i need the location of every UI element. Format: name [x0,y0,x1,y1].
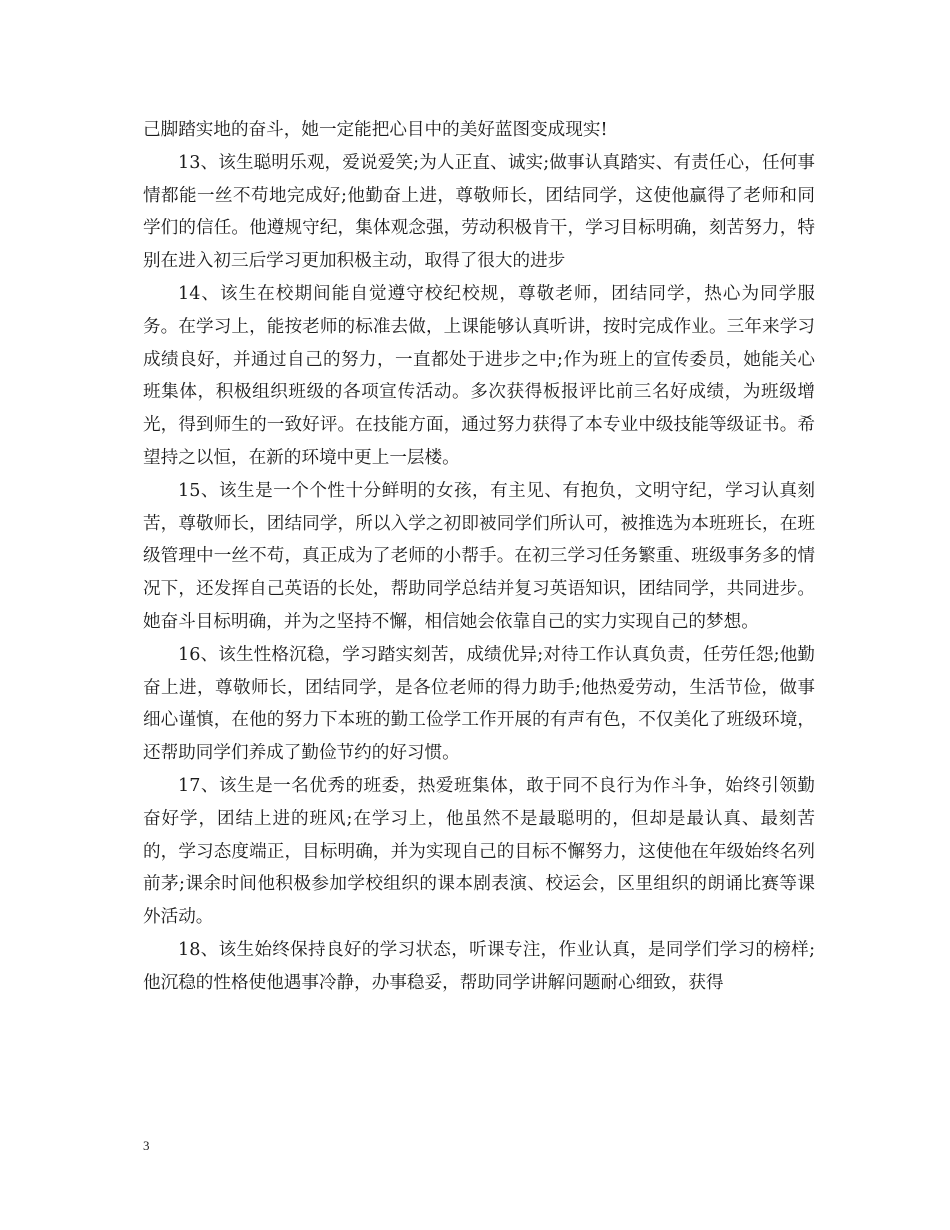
paragraph-16: 16、该生性格沉稳，学习踏实刻苦，成绩优异;对待工作认真负责，任劳任怨;他勤奋上进，尊敬师长，团结同学，是各位老师的得力助手;他热爱劳动，生活节俭，做事细心谨慎，在他的努力下本班的勤工俭学工作开展的有声有色，不仅美化了班级环境，还帮助同学们养成了勤俭节约的好习惯。 [143,644,815,764]
paragraph-13: 13、该生聪明乐观，爱说爱笑;为人正直、诚实;做事认真踏实、有责任心，任何事情都能一丝不苟地完成好;他勤奋上进，尊敬师长，团结同学，这使他赢得了老师和同学们的信任。他遵规守纪，集体观念强，劳动积极肯干，学习目标明确，刻苦努力，特别在进入初三后学习更加积极主动，取得了很大的进步 [143,152,815,272]
paragraph-continuation: 己脚踏实地的奋斗，她一定能把心目中的美好蓝图变成现实! [143,120,608,140]
document-body [143,114,815,1000]
paragraph-18: 18、该生始终保持良好的学习状态，听课专注，作业认真，是同学们学习的榜样;他沉稳的性格使他遇事冷静，办事稳妥，帮助同学讲解问题耐心细致，获得 [143,939,815,993]
paragraph-15: 15、该生是一个个性十分鲜明的女孩，有主见、有抱负，文明守纪，学习认真刻苦，尊敬师长，团结同学，所以入学之初即被同学们所认可，被推选为本班班长，在班级管理中一丝不苟，真正成为了老师的小帮手。在初三学习任务繁重、班级事务多的情况下，还发挥自己英语的长处，帮助同学总结并复习英语知识，团结同学，共同进步。她奋斗目标明确，并为之坚持不懈，相信她会依靠自己的实力实现自己的梦想。 [143,480,815,632]
page-number: 3 [143,1138,150,1153]
paragraph-14: 14、该生在校期间能自觉遵守校纪校规，尊敬老师，团结同学，热心为同学服务。在学习上，能按老师的标准去做，上课能够认真听讲，按时完成作业。三年来学习成绩良好，并通过自己的努力，一直都处于进步之中;作为班上的宣传委员，她能关心班集体，积极组织班级的各项宣传活动。多次获得板报评比前三名好成绩，为班级增光，得到师生的一致好评。在技能方面，通过努力获得了本专业中级技能等级证书。希望持之以恒，在新的环境中更上一层楼。 [143,283,815,468]
paragraph-17: 17、该生是一名优秀的班委，热爱班集体，敢于同不良行为作斗争，始终引领勤奋好学，团结上进的班风;在学习上，他虽然不是最聪明的，但却是最认真、最刻苦的，学习态度端正，目标明确，并为实现自己的目标不懈努力，这使他在年级始终名列前茅;课余时间他积极参加学校组织的课本剧表演、校运会，区里组织的朗诵比赛等课外活动。 [143,775,815,928]
